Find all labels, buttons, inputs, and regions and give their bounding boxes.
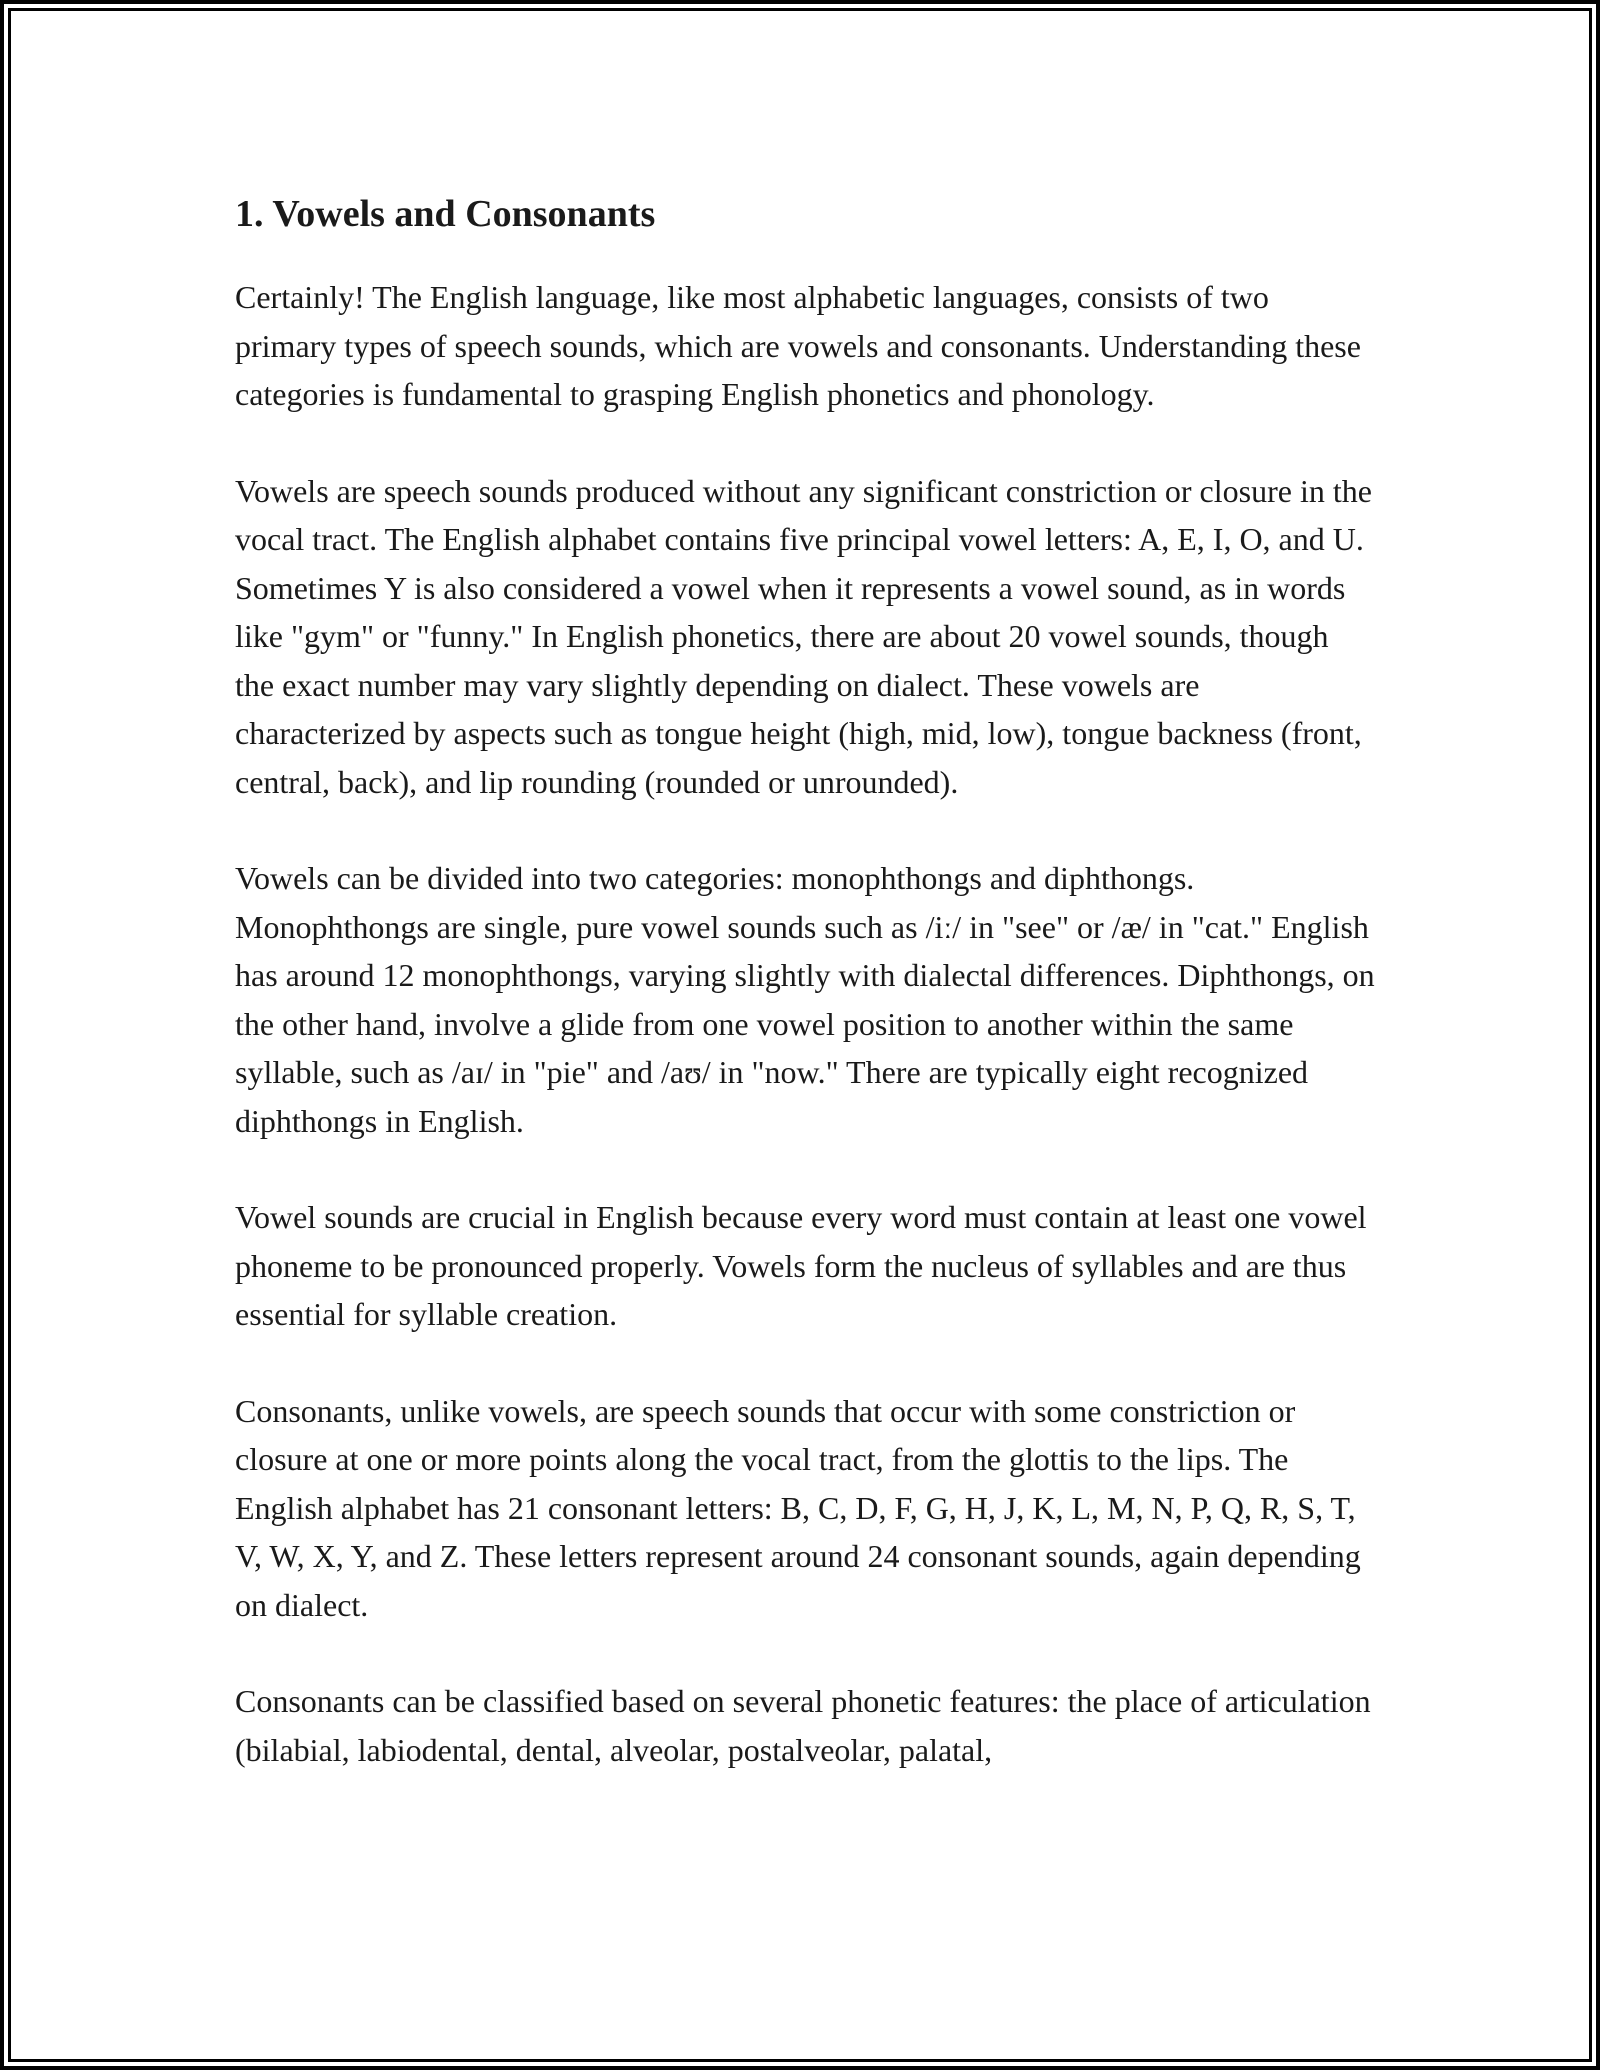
paragraph-vowel-importance: Vowel sounds are crucial in English because every word must contain at least one vowel phoneme to be pronounced properly. Vowels form the nucleus of syllables and are thus essential for syllable creation. [235,1199,1367,1332]
paragraph-consonants-definition: Consonants, unlike vowels, are speech sounds that occur with some constriction or closure at one or more points along the vocal tract, from the glottis to the lips. The English alphabet has 21 consonant letters: B, C, D, F, G, H, J, K, L, M, N, P, Q, R, S, T, V, W, X, Y, and Z. These letters represent around 24 consonant sounds, again depending on dialect. [235,1392,1361,1623]
document-body [235,187,1375,1822]
section-heading: 1. Vowels and Consonants [235,193,656,235]
paragraph-consonant-classification: Consonants can be classified based on several phonetic features: the place of articulation (bilabial, labiodental, dental, alveolar, postalveolar, palatal, [235,1683,1371,1768]
paragraph-vowel-categories: Vowels can be divided into two categories: monophthongs and diphthongs. Monophthongs are single, pure vowel sounds such as /iː/ in "see" or /æ/ in "cat." English has around 12 monophthongs, varying slightly with dialectal differences. Diphthongs, on the other hand, involve a glide from one vowel position to another within the same syllable, such as /aɪ/ in "pie" and /aʊ/ in "now." There are typically eight recognized diphthongs in English. [235,860,1375,1139]
paragraph-intro: Certainly! The English language, like most alphabetic languages, consists of two primary types of speech sounds, which are vowels and consonants. Understanding these categories is fundamental to grasping English phonetics and phonology. [235,279,1361,412]
paragraph-vowels-definition: Vowels are speech sounds produced without any significant constriction or closure in the vocal tract. The English alphabet contains five principal vowel letters: A, E, I, O, and U. Sometimes Y is also considered a vowel when it represents a vowel sound, as in words like "gym" or "funny." In English phonetics, there are about 20 vowel sounds, though the exact number may vary slightly depending on dialect. These vowels are characterized by aspects such as tongue height (high, mid, low), tongue backness (front, central, back), and lip rounding (rounded or unrounded). [235,472,1372,800]
